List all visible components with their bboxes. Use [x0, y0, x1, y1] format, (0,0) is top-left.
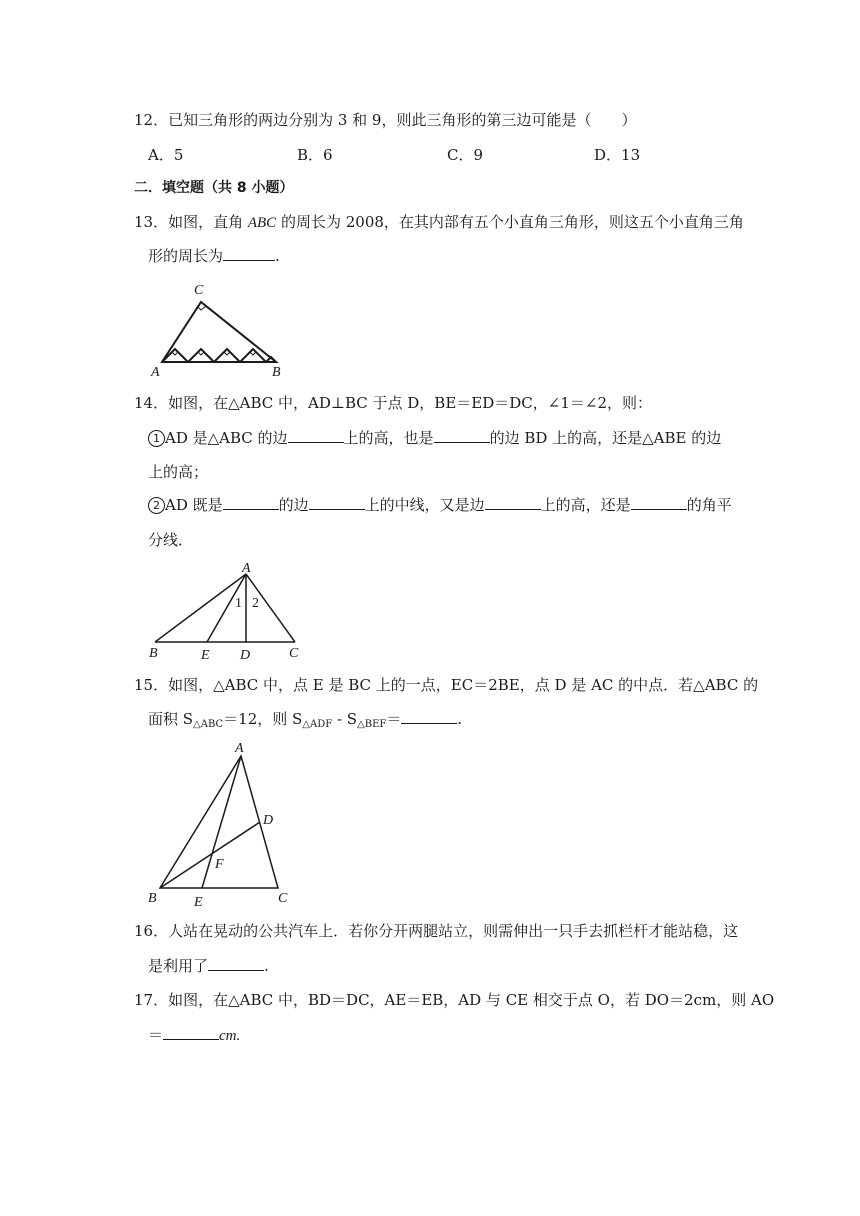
q15-label-e: E — [194, 895, 203, 910]
q14-label-angle1: 1 — [235, 596, 242, 611]
q15-line2-end: . — [457, 710, 463, 728]
section-title: 二．填空题（共 8 小题） — [134, 180, 294, 196]
q13-label-a: A — [151, 365, 160, 380]
q12-stem: 12．已知三角形的两边分别为 3 和 9，则此三角形的第三边可能是（ ） — [134, 111, 637, 129]
q14-label-e: E — [201, 648, 210, 662]
q12-option-c: C．9 — [447, 146, 484, 164]
q17-answer-blank[interactable] — [163, 1025, 219, 1040]
q17-line2 — [148, 1025, 240, 1046]
q15-line1: 15．如图，△ABC 中，点 E 是 BC 上的一点，EC＝2BE，点 D 是 AC 的中点．若△ABC 的 — [134, 676, 759, 694]
q15-label-c: C — [278, 891, 288, 906]
q12-option-a: A．5 — [148, 146, 184, 164]
q14-item1 — [148, 428, 721, 448]
q15-label-d: D — [263, 813, 274, 828]
q17-line2-pre: ＝ — [148, 1026, 164, 1044]
q14-blank-2[interactable] — [434, 428, 490, 443]
q13-line1-post: 的周长为 2008，在其内部有五个小直角三角形，则这五个小直角三角 — [276, 213, 744, 231]
q14-item2-c: 上的中线，又是边 — [364, 496, 485, 514]
q15-label-b: B — [148, 891, 157, 906]
q16-line2 — [148, 956, 269, 976]
q15-figure — [145, 738, 295, 910]
q14-label-c: C — [289, 646, 299, 661]
q14-item1-a: AD 是△ABC 的边 — [165, 429, 288, 447]
q14-item2-d: 上的高，还是 — [540, 496, 631, 514]
q13-label-c: C — [194, 283, 204, 298]
q13-figure — [148, 280, 288, 380]
q17-line1: 17．如图，在△ABC 中，BD＝DC，AE＝EB，AD 与 CE 相交于点 O，若 DO＝2cm，则 AO — [134, 991, 775, 1009]
q14-item1-c: 的边 BD 上的高，还是△ABE 的边 — [489, 429, 722, 447]
q14-blank-4[interactable] — [309, 495, 365, 510]
q13-label-b: B — [272, 365, 281, 380]
q16-line2-post: . — [264, 957, 269, 975]
q15-sub-abc: △ABC — [193, 719, 224, 730]
q16-line1: 16．人站在晃动的公共汽车上．若你分开两腿站立，则需伸出一只手去抓栏杆才能站稳，这 — [134, 922, 739, 940]
q14-item1-line2: 上的高； — [148, 463, 209, 481]
q14-item2-a: AD 既是 — [165, 496, 223, 514]
q15-line2-post: ＝ — [386, 710, 402, 728]
q16-answer-blank[interactable] — [208, 956, 264, 971]
q14-figure — [145, 560, 305, 662]
q13-line1 — [134, 212, 744, 233]
q14-item2-b: 的边 — [278, 496, 309, 514]
q14-line1: 14．如图，在△ABC 中，AD⊥BC 于点 D，BE＝ED＝DC，∠1＝∠2，则： — [134, 394, 652, 412]
q16-line2-pre: 是利用了 — [148, 957, 209, 975]
q13-answer-blank[interactable] — [223, 246, 275, 261]
q15-sub-adf: △ADF — [302, 719, 333, 730]
q14-item2-e: 的角平 — [686, 496, 732, 514]
q14-blank-1[interactable] — [288, 428, 344, 443]
q15-line2-minus: - S — [332, 710, 358, 728]
q14-label-a: A — [242, 561, 251, 576]
q13-line2-pre: 形的周长为 — [148, 247, 224, 265]
q12-option-b: B．6 — [297, 146, 333, 164]
q17-line2-post: cm. — [219, 1028, 241, 1044]
circled-number-2: 2 — [148, 497, 165, 514]
q14-item2-line2: 分线． — [148, 531, 194, 549]
q14-item1-b: 上的高，也是 — [343, 429, 434, 447]
q12-option-d: D．13 — [594, 146, 641, 164]
q15-label-a: A — [235, 741, 244, 756]
q14-label-angle2: 2 — [252, 596, 259, 611]
q13-line2-post: . — [275, 247, 280, 265]
q14-blank-5[interactable] — [485, 495, 541, 510]
q15-answer-blank[interactable] — [401, 709, 457, 724]
q14-item2 — [148, 495, 732, 515]
q15-sub-bef: △BEF — [357, 719, 387, 730]
q13-line1-abc: ABC — [247, 215, 277, 231]
q15-line2-mid: ＝12，则 S — [223, 710, 303, 728]
q15-label-f: F — [215, 857, 224, 872]
circled-number-1: 1 — [148, 430, 165, 447]
q14-blank-3[interactable] — [223, 495, 279, 510]
q15-line2-pre: 面积 S — [148, 710, 194, 728]
q13-line1-pre: 13．如图，直角 — [134, 213, 248, 231]
q13-line2 — [148, 246, 280, 266]
q15-line2 — [148, 709, 462, 735]
q14-label-b: B — [149, 646, 158, 661]
q14-label-d: D — [240, 648, 251, 662]
q14-blank-6[interactable] — [631, 495, 687, 510]
